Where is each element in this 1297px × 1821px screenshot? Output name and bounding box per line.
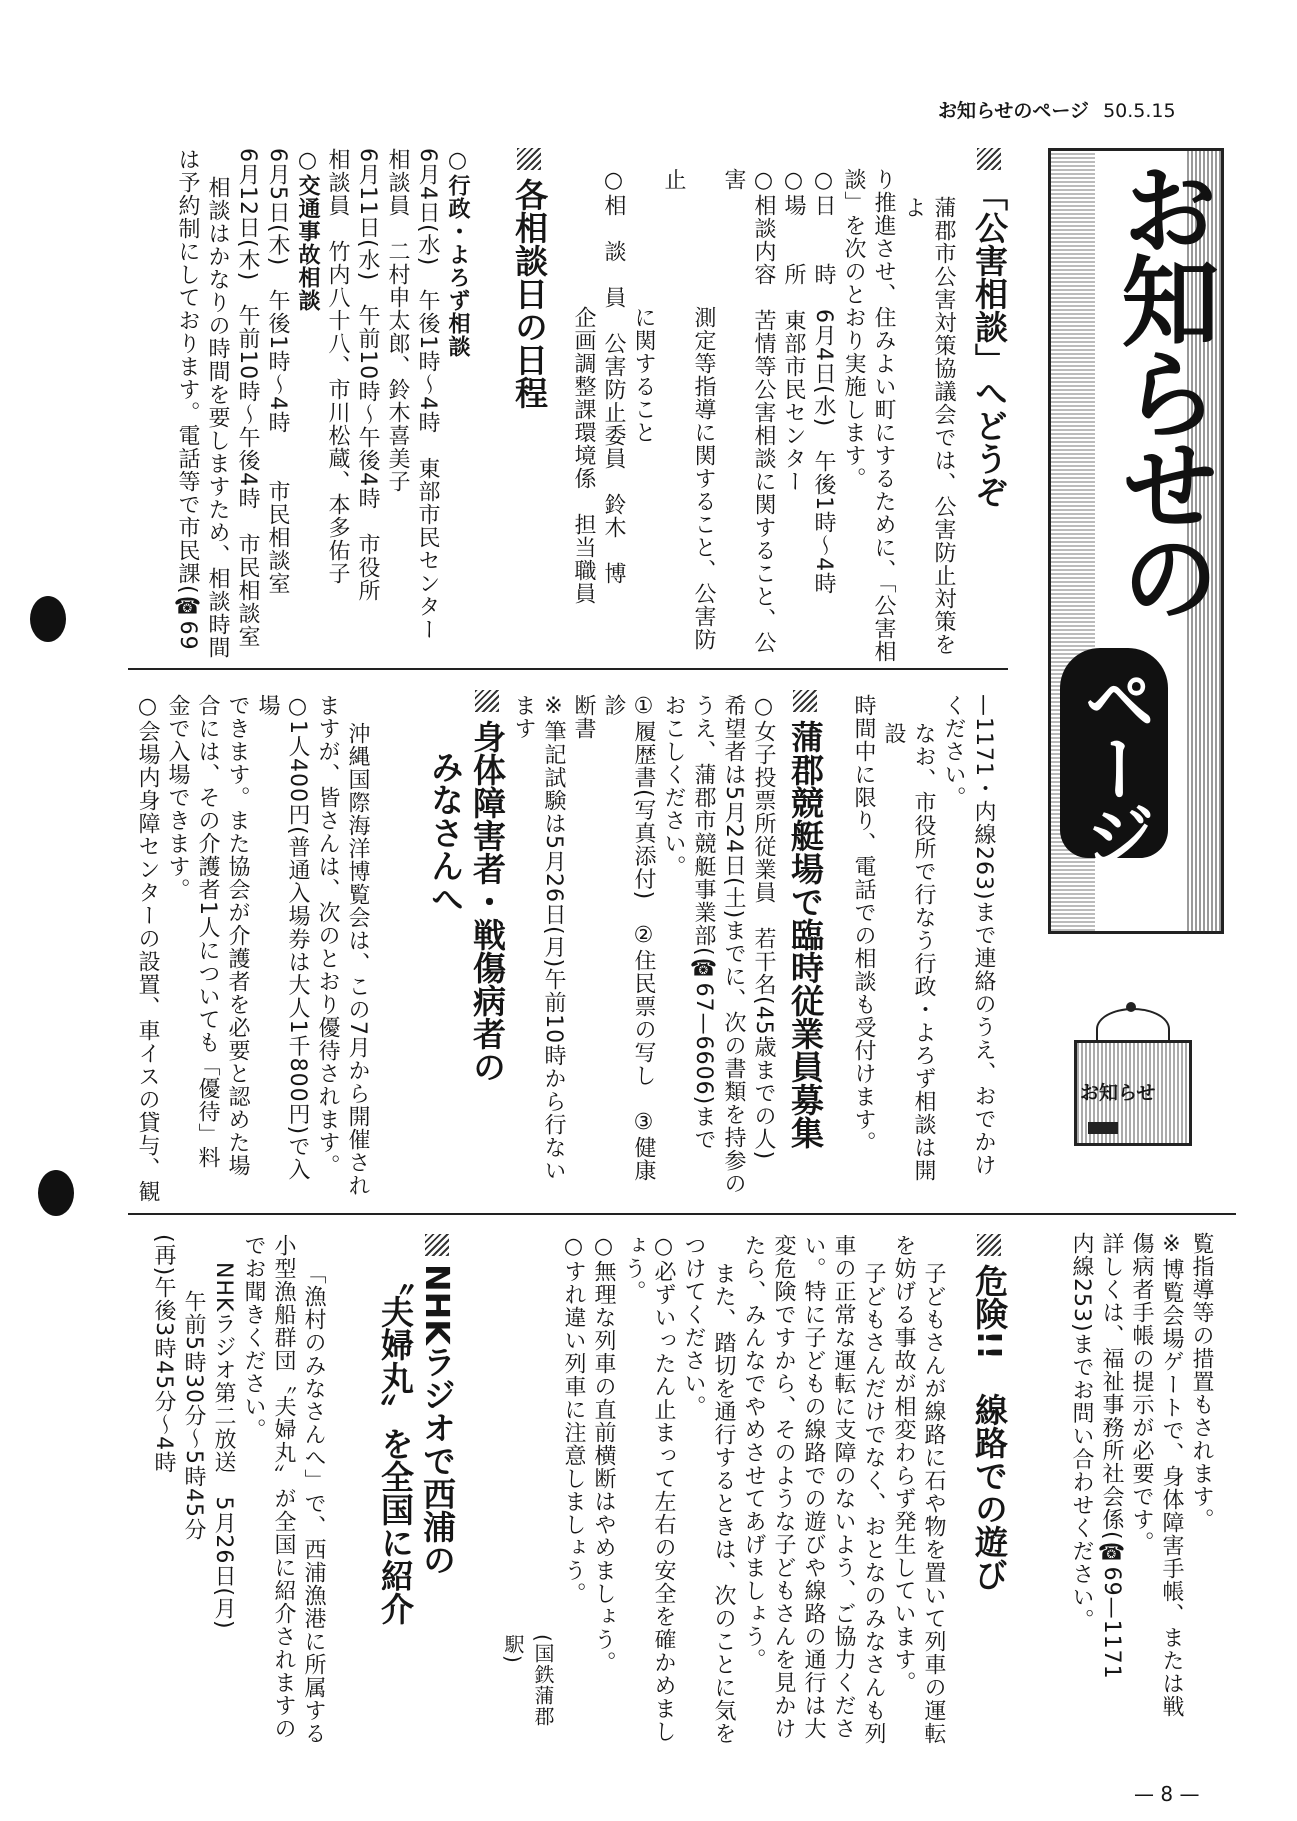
masthead-title: お知らせの [1105,159,1219,619]
header-title: お知らせのページ [938,100,1090,122]
shintai-title: 身体障害者・戦傷病者の みなさんへ [424,690,508,1210]
kiken-title: 危険!! 線路での遊び [968,1234,1010,1754]
nhk-title: NHKラジオで西浦の 〝夫婦丸〟を全国に紹介 [374,1234,458,1754]
hatch-icon [517,148,541,170]
shintai-cont-body: 覧指導等の措置もされます。 ※博覧会場ゲートで、身体障害手帳、または戦 傷病者手帳の提示が必要です。 詳しくは、福祉事務所社会係(☎69—1171 内線253)までお問い合わせください。 [1069,1232,1214,1718]
kyotei-body: ○女子投票所従業員 若干名(45歳までの人) 希望者は5月24日(土)までに、次の書類を持参の うえ、蒲郡市競艇事業部(☎67—6606)まで おこしください。 ①履歴書(写真添付) ②住民票の写し ③健康診 断書 ※筆記試験は5月26日(月)午前10時から行ないます [511,694,776,1196]
masthead-page-label: ページ [1072,664,1156,868]
hatch-icon [977,1234,1001,1256]
header-date: 50.5.15 [1103,100,1176,122]
soudan-title: 各相談日の日程 [508,148,550,658]
hatch-icon [793,690,817,712]
binder-hole [30,596,66,642]
continued-body: —1171・内線263)まで連絡のうえ、おでかけ ください。 なお、市役所で行なう行政・よろず相談は開設 時間中に限り、電話での相談も受付けます。 [851,694,996,1182]
kiken-body: 子どもさんが線路に石や物を置いて列車の運転 を妨げる事故が相変わらず発生しています。 子どもさんだけでなく、おとなのみなさんも列 車の正常な運転に支障のないよう、ご協力くださ い。特に子どもの線路での遊びや線路の通行は大 変危険ですから、そのような子どもさんを見かけ たら、みんなでやめさせてあげましょう。 また、踏切を通行するときは、次のことに気を つけてください。 ○必ずいったん止まって左右の安全を確かめまし ょう。 ○無理な列車の直前横断はやめましょう。 ○すれ違い列車に注意しましょう。 (国鉄蒲郡駅) [448,1234,948,1754]
shintai-body: 沖縄国際海洋博覧会は、この7月から開催され ますが、皆さんは、次のとおり優待されます。 ○1人400円(普通入場券は大人1千800円)で入場 できます。また協会が介護者を必要と認めた場 合には、その介護者1人についても「優待」料 金で入場できます。 ○会場内身障センターの設置、車イスの貸与、観 [135,694,370,1203]
notice-sign-label: お知らせ [1080,1082,1156,1104]
sign-plate-icon [1088,1122,1118,1134]
hatch-icon [425,1234,449,1256]
nhk-body: 「漁村のみなさんへ」で、西浦漁港に所属する 小型漁船群団〝夫婦丸〟が全国に紹介されますの でお聞きください。 NHKラジオ第二放送 5月26日(月) 午前5時30分〜5時45分 (再)午後3時45分〜4時 [151,1234,326,1745]
section-divider [128,668,1008,670]
kyotei-title: 蒲郡競艇場で臨時従業員募集 [784,690,826,1210]
kiken-signature: (国鉄蒲郡駅) [501,1634,555,1727]
soudan-body: ○行政・よろず相談 6月4日(水) 午後1時〜4時 東部市民センター 相談員 二村申太郎、鈴木喜美子 6月11日(水) 午前10時〜午後4時 市役所 相談員 竹内八十八、市川松蔵、本多佑子 ○交通事故相談 6月5日(木) 午後1時〜4時 市民相談室 6月12日(木) 午前10時〜午後4時 市民相談室 相談はかなりの時間を要しますため、相談時間 は予約制にしております。電話等で市民課(☎69 [175,148,470,659]
section-divider [128,1213,1236,1215]
binder-hole [38,1170,74,1216]
hatch-icon [977,148,1001,170]
page-number: — 8 — [1134,1782,1200,1806]
kougai-title: 「公害相談」へどうぞ [968,148,1010,658]
hatch-icon [475,690,499,712]
kougai-body: 蒲郡市公害対策協議会では、公害防止対策をよ り推進させ、住みよい町にするために、「公害相 談」を次のとおり実施します。 ○日 時 6月4日(水) 午後1時〜4時 ○場 所 東部市民センター ○相談内容 苦情等公害相談に関すること、公害 測定等指導に関すること、公害防止 に関すること ○相 談 員 公害防止委員 鈴木 博 企画調整課環境係 担当職員 [571,168,956,663]
page-header [938,96,1176,123]
